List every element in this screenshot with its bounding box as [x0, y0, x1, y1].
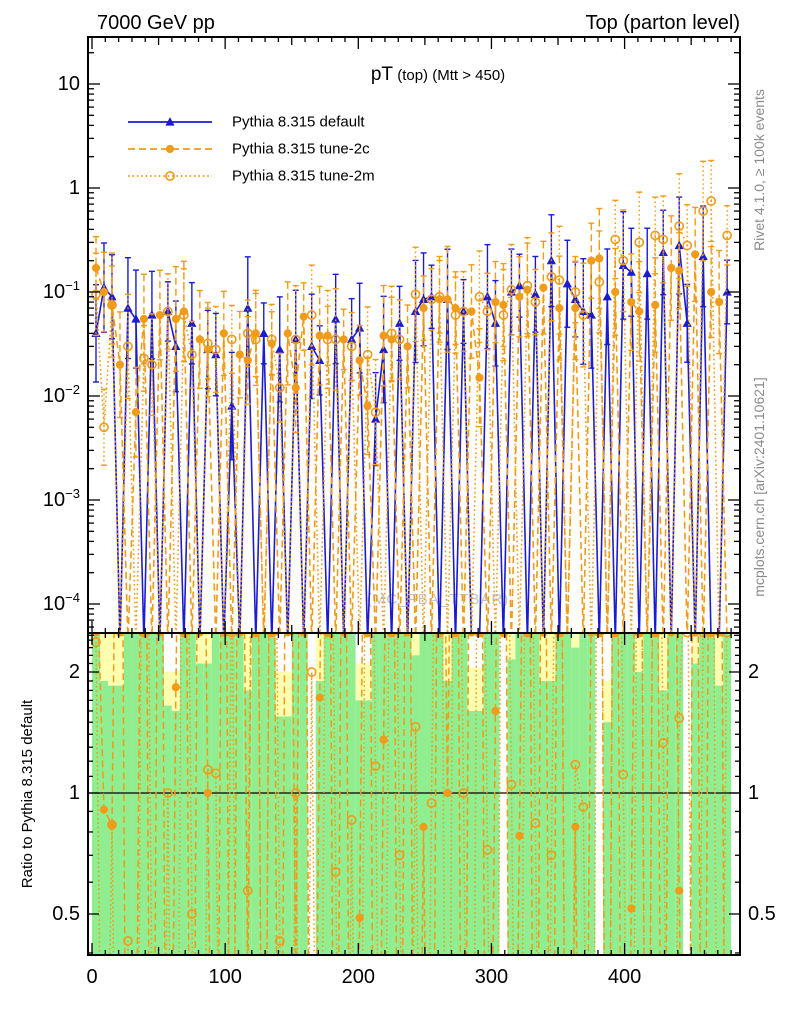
- green-band-bin: [260, 633, 268, 955]
- y-tick-label: $10^{-4}$: [42, 589, 80, 615]
- yellow-band-bin: [507, 633, 515, 659]
- ratio-tick-label-right: 2: [748, 661, 760, 683]
- x-tick-label: 200: [341, 966, 375, 988]
- circle-marker: [611, 288, 619, 296]
- circle-marker: [627, 298, 635, 306]
- circle-marker: [100, 806, 108, 814]
- triangle-marker: [683, 318, 692, 327]
- green-band-bin: [667, 633, 675, 955]
- yellow-band-bin: [100, 633, 108, 681]
- circle-marker: [691, 250, 699, 258]
- triangle-marker: [259, 328, 268, 337]
- series-2: [92, 160, 731, 642]
- triangle-marker: [227, 401, 236, 410]
- green-band-bin: [571, 648, 579, 955]
- green-band-bin: [284, 716, 292, 955]
- green-band-bin: [236, 633, 244, 955]
- circle-marker: [166, 145, 174, 153]
- circle-marker: [515, 832, 523, 840]
- circle-marker: [467, 307, 475, 315]
- circle-marker: [539, 284, 547, 292]
- green-band-bin: [444, 681, 452, 955]
- circle-marker: [379, 736, 387, 744]
- circle-marker: [515, 293, 523, 301]
- green-band-bin: [579, 633, 587, 955]
- circle-marker: [284, 329, 292, 337]
- circle-marker: [443, 295, 451, 303]
- yellow-band-bin: [547, 633, 555, 681]
- circle-marker: [587, 257, 595, 265]
- circle-marker: [172, 315, 180, 323]
- green-band-bin: [715, 686, 723, 955]
- legend-label-tune2m: Pythia 8.315 tune-2m: [232, 167, 375, 185]
- circle-marker: [403, 342, 411, 350]
- circle-marker: [364, 402, 372, 410]
- green-band-bin: [300, 633, 308, 955]
- ratio-tick-label-right: 0.5: [748, 903, 776, 925]
- triangle-marker: [643, 269, 652, 278]
- circle-marker: [635, 307, 643, 315]
- ratio-tick-label-left: 2: [68, 661, 80, 683]
- circle-marker: [196, 335, 204, 343]
- yellow-band-bin: [164, 672, 172, 706]
- circle-marker: [100, 288, 108, 296]
- green-band-bin: [420, 633, 428, 955]
- circle-marker: [316, 693, 324, 701]
- circle-marker: [379, 332, 387, 340]
- x-tick-label: 0: [86, 966, 98, 988]
- x-tick-label: 300: [474, 966, 509, 988]
- x-tick-label: 400: [607, 966, 642, 988]
- ratio-tick-label-left: 1: [68, 782, 80, 804]
- circle-marker: [356, 356, 364, 364]
- triangle-marker: [275, 345, 284, 354]
- circle-marker: [300, 313, 308, 321]
- circle-marker: [443, 789, 451, 797]
- circle-marker: [116, 361, 124, 369]
- circle-marker: [475, 374, 483, 382]
- circle-marker: [172, 683, 180, 691]
- legend-label-default: Pythia 8.315 default: [232, 113, 365, 131]
- yellow-band-bin: [204, 633, 212, 663]
- circle-marker: [419, 304, 427, 312]
- beam-energy-label: 7000 GeV pp: [97, 12, 215, 34]
- ratio-tick-label-left: 0.5: [52, 903, 80, 925]
- green-band-bin: [116, 686, 124, 955]
- yellow-band-bin: [571, 633, 579, 648]
- y-tick-label: 1: [68, 177, 80, 199]
- series-0: [91, 197, 731, 642]
- circle-marker: [675, 887, 683, 895]
- circle-marker: [419, 823, 427, 831]
- circle-marker: [667, 264, 675, 272]
- y-tick-label: $10^{-3}$: [42, 485, 80, 511]
- green-band-bin: [388, 633, 396, 955]
- triangle-marker: [603, 292, 612, 301]
- circle-marker: [491, 707, 499, 715]
- yellow-band-bin: [108, 633, 116, 686]
- circle-marker: [132, 408, 140, 416]
- plot-title: pT (top) (Mtt > 450): [370, 64, 506, 85]
- mcplots-arxiv-note: mcplots.cern.ch [arXiv:2401.10621]: [751, 377, 767, 597]
- rivet-version-note: Rivet 4.1.0, ≥ 100k events: [751, 89, 767, 251]
- y-tick-label: $10^{-2}$: [42, 381, 80, 407]
- yellow-band-bin: [412, 633, 420, 655]
- green-band-bin: [467, 711, 475, 955]
- circle-marker: [707, 288, 715, 296]
- y-tick-label: $10^{-1}$: [42, 277, 80, 303]
- process-label: Top (parton level): [585, 12, 740, 34]
- green-band-bin: [364, 700, 372, 955]
- yellow-band-bin: [444, 633, 452, 681]
- circle-marker: [491, 298, 499, 306]
- green-band-bin: [475, 711, 483, 955]
- y-tick-label: 10: [57, 73, 80, 95]
- circle-marker: [715, 298, 723, 306]
- circle-marker: [236, 351, 244, 359]
- green-band-bin: [348, 633, 356, 955]
- main-plot-series: [91, 160, 731, 642]
- ratio-axis-title: Ratio to Pythia 8.315 default: [19, 699, 36, 889]
- circle-marker: [651, 301, 659, 309]
- circle-marker: [140, 315, 148, 323]
- circle-marker: [156, 311, 164, 319]
- analysis-watermark: (MC_FBA_TTBAR): [366, 591, 510, 608]
- circle-marker: [316, 332, 324, 340]
- circle-marker: [340, 335, 348, 343]
- legend-line-samples: [128, 117, 212, 180]
- yellow-band-bin: [603, 681, 611, 722]
- green-band-bin: [196, 663, 204, 955]
- x-tick-label: 100: [208, 966, 242, 988]
- ratio-tick-label-right: 1: [748, 782, 760, 804]
- legend-label-tune2c: Pythia 8.315 tune-2c: [232, 140, 370, 158]
- circle-marker: [220, 329, 228, 337]
